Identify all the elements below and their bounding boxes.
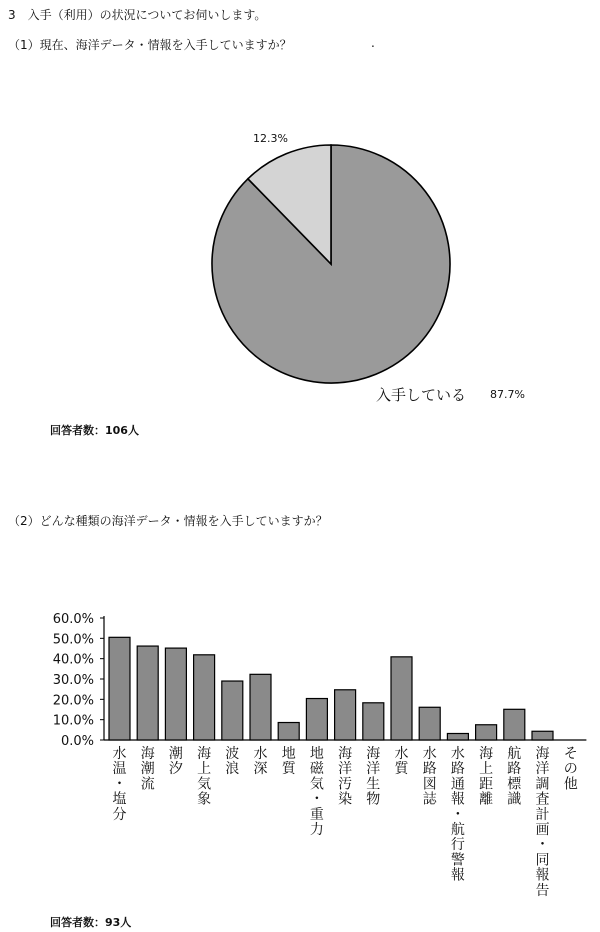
x-category-label: その他 <box>563 746 578 793</box>
pie-label-obtained: 入手している <box>376 386 467 404</box>
bar <box>109 637 130 740</box>
question-2-label: （2）どんな種類の海洋データ・情報を入手していますか？ <box>8 514 328 528</box>
bar <box>335 690 356 740</box>
x-category-label: 水温・塩分 <box>112 746 127 823</box>
bar <box>137 646 158 740</box>
bar <box>250 674 271 740</box>
bar <box>363 703 384 740</box>
bar <box>391 657 412 740</box>
y-tick-label: 10.0% <box>52 713 94 729</box>
bar <box>532 731 553 740</box>
x-category-label: 地質 <box>281 746 296 778</box>
y-tick-label: 20.0% <box>52 693 94 709</box>
bar <box>447 733 468 740</box>
x-category-label: 海上気象 <box>197 746 212 808</box>
q1-respondents: 回答者数：106人 <box>50 424 139 437</box>
pie-pct-not-obtained: 12.3% <box>253 132 288 145</box>
x-category-label: 海潮流 <box>140 746 155 793</box>
bar <box>165 648 186 740</box>
x-category-label: 水深 <box>253 746 268 778</box>
stray-dot: . <box>371 36 375 50</box>
bar <box>222 681 243 740</box>
x-category-label: 海洋生物 <box>366 746 381 808</box>
q2-respondents: 回答者数：93人 <box>50 916 132 929</box>
x-category-label: 航路標識 <box>507 746 522 808</box>
question-1-label: （1）現在、海洋データ・情報を入手していますか？ <box>8 38 292 52</box>
bar <box>194 655 215 740</box>
section-heading: 3 入手（利用）の状況についてお伺いします。 <box>8 8 267 22</box>
bar-chart <box>53 612 587 899</box>
bar <box>419 707 440 740</box>
pie-pct-obtained: 87.7% <box>490 388 525 401</box>
x-category-label: 海洋調査計画・同報告 <box>535 746 550 899</box>
x-category-label: 地磁気・重力 <box>309 746 324 838</box>
bar <box>278 723 299 740</box>
y-tick-label: 60.0% <box>52 612 94 627</box>
y-tick-label: 50.0% <box>52 632 94 648</box>
bar <box>306 699 327 740</box>
x-category-label: 水質 <box>394 746 409 778</box>
x-category-label: 海上距離 <box>479 746 494 808</box>
y-tick-label: 40.0% <box>52 652 94 668</box>
x-category-label: 潮汐 <box>168 746 183 778</box>
x-category-label: 海洋汚染 <box>338 746 353 808</box>
x-category-label: 波浪 <box>225 746 240 778</box>
bar <box>476 725 497 740</box>
x-category-label: 水路通報・航行警報 <box>450 746 465 884</box>
y-tick-label: 30.0% <box>52 673 94 688</box>
y-tick-label: 0.0% <box>60 734 94 749</box>
x-category-label: 水路図誌 <box>422 746 437 808</box>
bar <box>504 709 525 740</box>
